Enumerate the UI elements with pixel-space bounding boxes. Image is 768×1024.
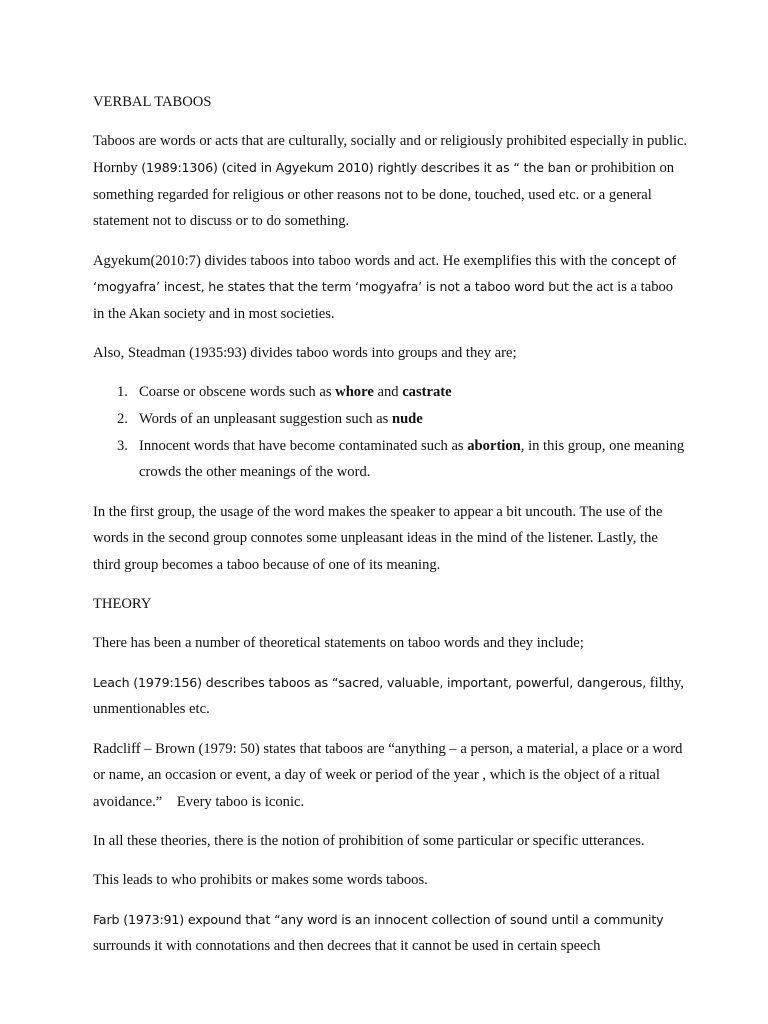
paragraph-agyekum — [93, 248, 688, 328]
list-text: Words of an unpleasant suggestion such as — [139, 411, 392, 428]
taboo-groups-list — [93, 379, 688, 486]
paragraph-text: Agyekum(2010:7) divides taboos into taboo words and act. He exemplifies this with the — [93, 252, 611, 269]
list-text: , in this group, one meaning crowds the other meanings of the word. — [139, 437, 685, 481]
citation-text: concept of ‘mogyafra’ incest, he states that the term ‘mogyafra’ is not a taboo word but the — [93, 252, 676, 295]
paragraph-leach — [93, 670, 688, 723]
paragraph-theoretical-statements: There has been a number of theoretical statements on taboo words and they include; — [93, 635, 584, 652]
list-number: 2. — [117, 411, 128, 428]
paragraph-notion-of-prohibition: In all these theories, there is the notion of prohibition of some particular or specific utterances. — [93, 833, 645, 850]
list-number: 1. — [117, 384, 128, 401]
list-item — [93, 433, 688, 486]
list-text: Coarse or obscene words such as — [139, 384, 336, 401]
section-heading-theory: THEORY — [93, 596, 152, 613]
bold-term: nude — [391, 411, 423, 428]
list-number: 3. — [117, 437, 128, 454]
paragraph-radcliff-brown — [93, 736, 688, 816]
bold-term: whore — [335, 384, 374, 401]
paragraph-group-usage: In the first group, the usage of the word makes the speaker to appear a bit uncouth. The use of the words in the second group connotes some unpleasant ideas in the mind of the listener. Lastly, the third group becomes a taboo because of one of its meaning. — [93, 503, 663, 574]
bold-term: abortion — [467, 437, 521, 454]
section-heading-verbal-taboos: VERBAL TABOOS — [93, 94, 212, 110]
list-item — [93, 406, 688, 433]
paragraph-who-prohibits: This leads to who prohibits or makes some words taboos. — [93, 872, 428, 889]
citation-text: (1989:1306) (cited in Agyekum 2010) rightly describes it as “ the ban or — [141, 159, 588, 175]
paragraph-text: surrounds it with connotations and then decrees that it cannot be used in certain speech — [93, 938, 601, 955]
paragraph-text: filthy, unmentionables etc. — [93, 674, 685, 718]
list-text: and — [373, 384, 403, 401]
paragraph-text: act is a taboo in the Akan society and in most societies. — [93, 279, 674, 322]
paragraph-text: Radcliff – Brown (1979: 50) states that taboos are “anything – a person, a material, a place or a word or name, an occasion or event, a day of week or period of the year , which is the object of a ritual avoidance.” — [93, 740, 683, 810]
paragraph-text: Every taboo is iconic. — [162, 793, 305, 810]
citation-text: Leach (1979:156) describes taboos as “sacred, valuable, important, powerful, dangerous, — [93, 674, 647, 690]
list-item — [93, 379, 688, 406]
citation-text: Farb (1973:91) expound that “any word is an innocent collection of sound until a community — [93, 911, 664, 927]
paragraph-steadman: Also, Steadman (1935:93) divides taboo words into groups and they are; — [93, 345, 517, 362]
paragraph-farb — [93, 907, 688, 960]
paragraph-text: Taboos are words or acts that are culturally, socially and or religiously prohibited especially in public. Hornby — [93, 133, 688, 176]
list-text: Innocent words that have become contaminated such as — [139, 437, 468, 454]
bold-term: castrate — [402, 384, 452, 401]
paragraph-taboo-definition — [93, 128, 688, 235]
paragraph-text: prohibition on something regarded for religious or other reasons not to be done, touched, used etc. or a general statement not to discuss or to do something. — [93, 159, 675, 230]
